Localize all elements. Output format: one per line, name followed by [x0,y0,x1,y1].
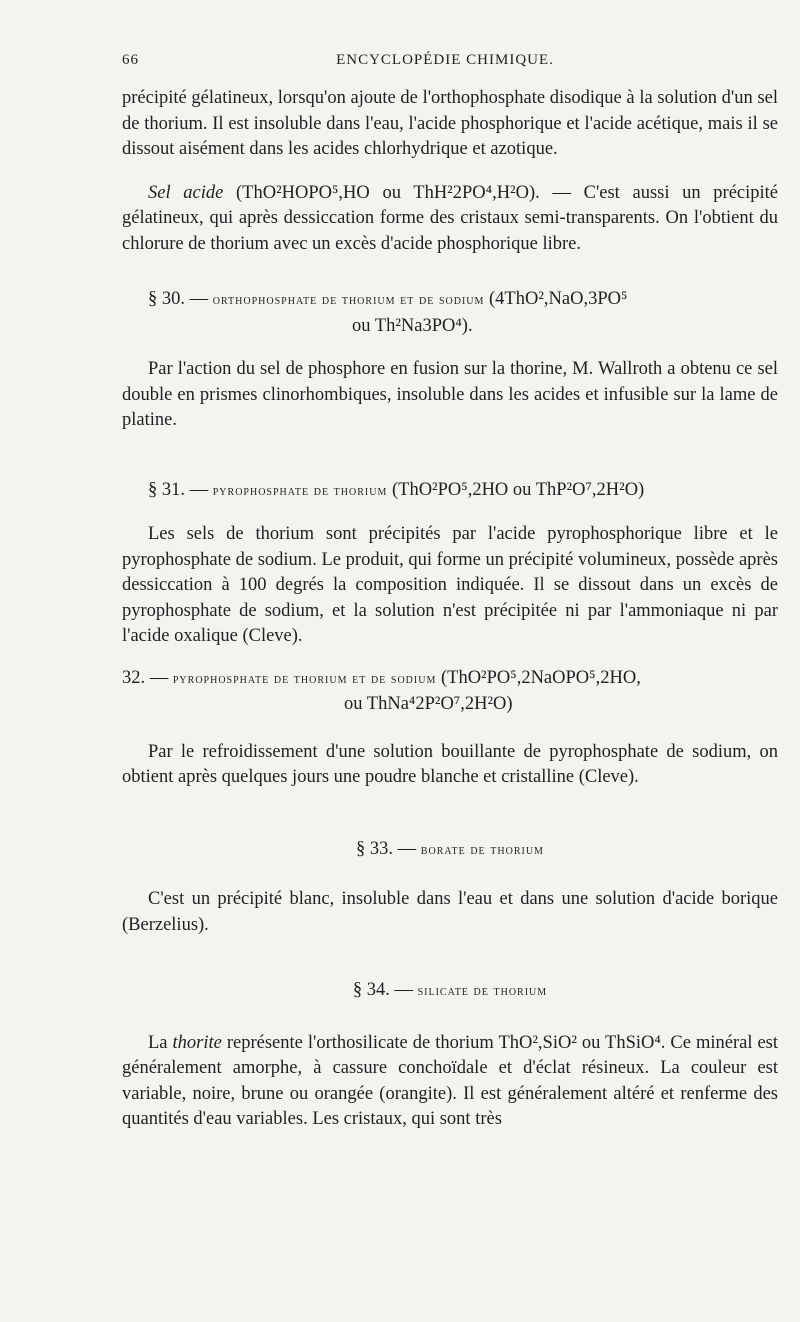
section-30-formula: (4ThO²,NaO,3PO⁵ [489,289,628,309]
section-32-number: 32. — [122,667,169,688]
page-body [122,86,778,1133]
paragraph-30: Par l'action du sel de phosphore en fusion sur la thorine, M. Wallroth a obtenu ce sel double en prismes clinorhombiques, insoluble dans les acides et infusible sur la lame de platine. [122,359,778,430]
sel-acide-title: Sel acide [148,182,224,203]
section-30-number: § 30. — [148,289,209,309]
thorite-text: représente l'orthosilicate de thorium ThO²,SiO² ou ThSiO⁴. Ce minéral est généralement amorphe, à cassure conchoïdale et d'éclat résineux. La couleur est variable, noire, brune ou orangée (orangite). Il est généralement altéré et renferme des quantités d'eau variables. Les cristaux, qui sont très [122,1032,779,1129]
section-32-formula: (ThO²PO⁵,2NaOPO⁵,2HO, [440,667,641,688]
paragraph-31: Les sels de thorium sont précipités par l'acide pyrophosphorique libre et le pyrophosphate de sodium. Le produit, qui forme un précipité volumineux, possède après dessiccation à 100 degrés la composition indiquée. Il se dissout dans un excès de pyrophosphate de sodium, et la solution n'est précipitée ni par l'ammoniaque ni par l'acide oxalique (Cleve). [122,524,778,646]
sel-acide-formula: (ThO²HOPO⁵,HO ou ThH²2PO⁴,H²O). [236,182,540,203]
section-33-number: § 33. — [356,838,417,859]
section-33-heading [122,837,778,864]
section-31-formula: (ThO²PO⁵,2HO ou ThP²O⁷,2H²O) [391,479,645,500]
section-31-number: § 31. — [148,479,209,500]
sel-acide-text: — C'est aussi un précipité gélatineux, qui après dessiccation forme des cristaux semi-transparents. On l'obtient du chlorure de thorium avec un excès d'acide phosphorique libre. [122,182,779,254]
thorite-lead: La [148,1032,168,1053]
section-31-heading [122,478,778,505]
section-30-formula-line2: ou Th²Na3PO⁴). [352,315,473,336]
running-title: ENCYCLOPÉDIE CHIMIQUE. [336,52,554,68]
paragraph-sel-acide [122,181,778,258]
section-32-heading [122,666,778,718]
paragraph-34 [122,1031,778,1133]
section-34-title: silicate de thorium [417,983,548,999]
paragraph-continued: précipité gélatineux, lorsqu'on ajoute de l'orthophosphate disodique à la solution d'un sel de thorium. Il est insoluble dans l'eau, l'acide phosphorique et l'acide acétique, mais il se dissout aisément dans les acides chlorhydrique et azotique. [122,88,778,159]
section-31-title: pyrophosphate de thorium [212,482,388,499]
page-number: 66 [122,52,139,68]
section-33-title: borate de thorium [420,841,544,858]
section-34-heading [122,978,778,1005]
thorite-word: thorite [172,1032,222,1053]
section-34-number: § 34. — [352,980,413,1000]
paragraph-33: C'est un précipité blanc, insoluble dans l'eau et dans une solution d'acide borique (Berzelius). [122,889,778,935]
page-header [122,52,768,78]
section-32-title: pyrophosphate de thorium et de sodium [172,670,437,687]
section-30-title: orthophosphate de thorium et de sodium [212,292,485,308]
section-32-formula-line2: ou ThNa⁴2P²O⁷,2H²O) [344,694,513,714]
paragraph-32: Par le refroidissement d'une solution bouillante de pyrophosphate de sodium, on obtient après quelques jours une poudre blanche et cristalline (Cleve). [122,741,778,787]
section-30-heading [122,287,778,339]
